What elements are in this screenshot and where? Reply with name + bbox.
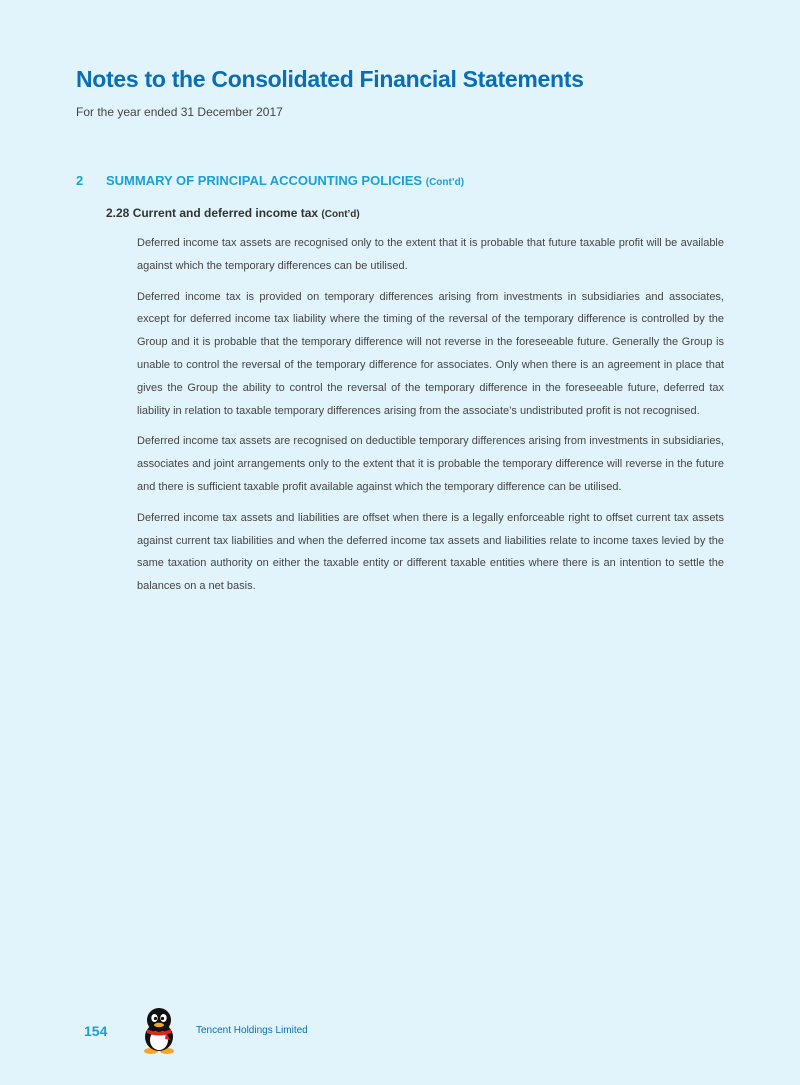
section-heading bbox=[76, 173, 464, 188]
page-subtitle: For the year ended 31 December 2017 bbox=[76, 105, 283, 119]
body-text bbox=[137, 232, 724, 606]
subsection-title: 2.28 Current and deferred income tax bbox=[106, 206, 319, 220]
section-title: SUMMARY OF PRINCIPAL ACCOUNTING POLICIES bbox=[106, 173, 423, 188]
paragraph: Deferred income tax is provided on temporary differences arising from investments in subsidiaries and associates, except for deferred income tax liability where the timing of the reversal of the temporary difference is controlled by the Group and it is probable that the temporary difference will not reverse in the foreseeable future. Generally the Group is unable to control the reversal of the temporary difference for associates. Only when there is an agreement in place that gives the Group the ability to control the reversal of the temporary difference in the foreseeable future, deferred tax liability in relation to taxable temporary differences arising from the associate’s undistributed profit is not recognised. bbox=[137, 290, 724, 417]
section-cont-label: (Cont’d) bbox=[425, 177, 465, 188]
company-name: Tencent Holdings Limited bbox=[196, 1025, 308, 1036]
page-number: 154 bbox=[84, 1023, 108, 1039]
section-number: 2 bbox=[76, 173, 84, 188]
paragraph: Deferred income tax assets are recognised on deductible temporary differences arising from investments in subsidiaries, associates and joint arrangements only to the extent that it is probable the temporary difference will reverse in the future and there is sufficient taxable profit available against which the temporary difference can be utilised. bbox=[137, 435, 724, 493]
paragraph: Deferred income tax assets and liabilities are offset when there is a legally enforceable right to offset current tax assets against current tax liabilities and when the deferred income tax assets and liabilities relate to income taxes levied by the same taxation authority on either the taxable entity or different taxable entities where there is an intention to settle the balances on a net basis. bbox=[137, 511, 724, 593]
page-title: Notes to the Consolidated Financial Statements bbox=[76, 66, 584, 92]
subsection-heading bbox=[106, 206, 360, 220]
penguin-mascot-icon bbox=[139, 1007, 179, 1055]
subsection-cont-label: (Cont’d) bbox=[321, 209, 360, 220]
paragraph: Deferred income tax assets are recognised only to the extent that it is probable that future taxable profit will be available against which the temporary differences can be utilised. bbox=[137, 237, 724, 272]
